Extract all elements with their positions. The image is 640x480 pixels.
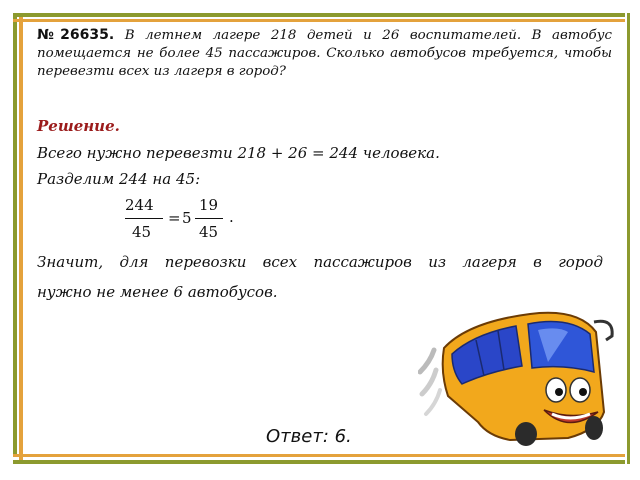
cartoon-bus-image [418, 302, 624, 448]
frame-bottom-orange-bar [13, 454, 625, 457]
division-formula [125, 196, 255, 244]
problem-statement [37, 26, 612, 81]
conclusion-word: Значит, [37, 253, 104, 271]
equals-sign: = [168, 209, 181, 227]
conclusion-word: город [558, 253, 603, 271]
conclusion [37, 247, 603, 307]
conclusion-line-2: нужно не менее 6 автобусов. [37, 283, 278, 301]
formula-period: . [229, 208, 234, 226]
remainder-denominator: 45 [199, 223, 219, 241]
problem-text: В летнем лагере 218 детей и 26 воспитателей. В автобус помещается не более 45 пассажиров. Сколько автобусов требуется, чтобы перевезти всех из лагеря в город? [37, 28, 612, 79]
conclusion-line-1 [37, 247, 603, 277]
frame-right-olive-bar [627, 13, 630, 464]
fraction-line [125, 218, 163, 219]
conclusion-word: из [428, 253, 447, 271]
conclusion-word: для [119, 253, 149, 271]
remainder-numerator: 19 [199, 196, 219, 214]
frame-bottom-olive-bar [13, 460, 625, 464]
conclusion-word: пассажиров [313, 253, 412, 271]
frame-top-olive-bar [13, 13, 625, 17]
remainder-fraction-line [195, 218, 223, 219]
fraction-numerator: 244 [125, 196, 154, 214]
frame-top-orange-bar [13, 19, 625, 22]
problem-number: №26635. [37, 27, 115, 43]
solution-title: Решение. [37, 117, 120, 135]
conclusion-word: в [533, 253, 542, 271]
conclusion-word: перевозки [164, 253, 247, 271]
whole-part: 5 [182, 209, 192, 227]
frame-left-olive-bar [13, 13, 17, 455]
frame-left-orange-bar [19, 13, 23, 461]
fraction-denominator: 45 [132, 223, 152, 241]
conclusion-word: всех [262, 253, 298, 271]
solution-line-2: Разделим 244 на 45: [37, 170, 201, 188]
solution-line-1: Всего нужно перевезти 218 + 26 = 244 человека. [37, 144, 440, 162]
conclusion-word: лагеря [462, 253, 517, 271]
answer: Ответ: 6. [266, 426, 352, 447]
